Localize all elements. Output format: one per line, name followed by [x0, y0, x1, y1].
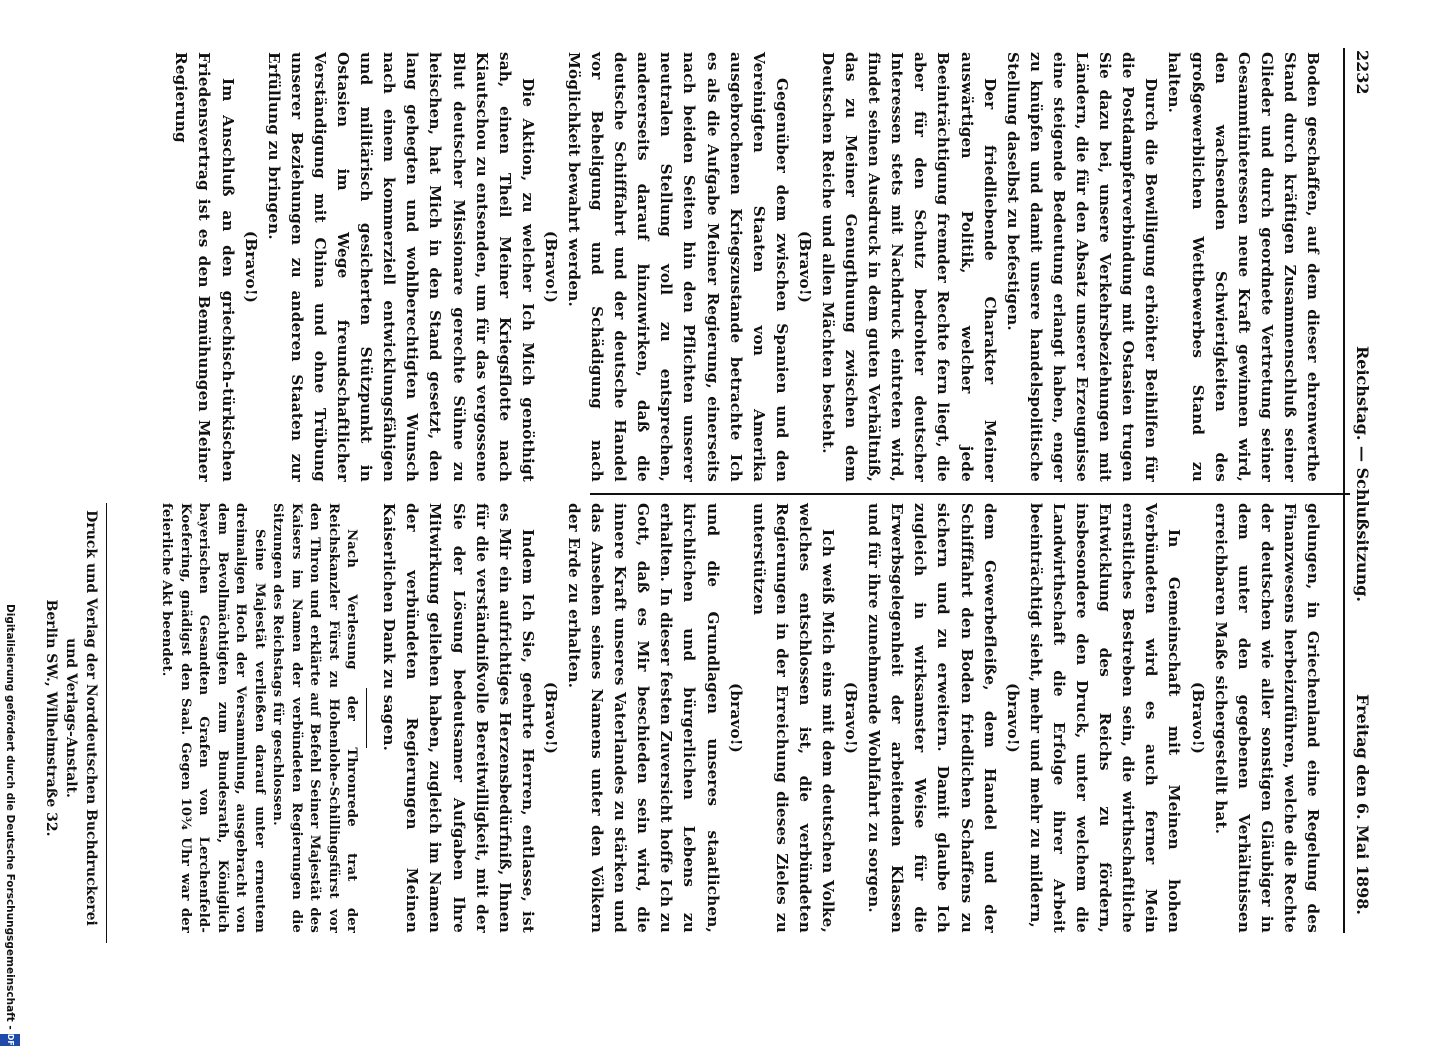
running-header	[1348, 50, 1372, 930]
paragraph: Gegenüber dem zwischen Spanien und den Vereinigten Staaten von Amerika ausgebrochenen Kriegszustande betrachte Ich es als die Aufgabe Meiner Regierung, einerseits nach beiden Seiten hin den Pflichten unserer neutralen Stellung voll zu entsprechen, andererseits darauf hinzuwirken, daß die deutsche Schifffahrt und der deutsche Handel vor Beheligung und Schädigung nach Möglichkeit bewahrt werden.	[565, 52, 791, 482]
applause-note: (bravo!)	[726, 682, 745, 754]
paragraph-continuation: gelungen, in Griechenland eine Regelung des Finanzwesens herbeizuführen, welche die Rechte der deutschen wie aller sonstigen Gläubiger in dem unter den gegebenen Verhältnissen erreichbaren Maße sichergestellt hat.	[1211, 503, 1322, 933]
imprint-line-2: Berlin SW., Wilhelmstraße 32.	[43, 599, 59, 837]
paragraph: Indem Ich Sie, geehrte Herren, entlasse, ist es Mir ein aufrichtiges Herzensbedürfniß, Ihnen für die verständnißvolle Bereitwilligkeit, mit der Sie der Lösung bedeutsamer Aufgaben Ihre Mitwirkung geliehen haben, zugleich im Namen der verbündeten Regierungen Meinen Kaiserlichen Dank zu sagen.	[380, 503, 537, 933]
paragraph-continuation: Boden geschaffen, auf dem dieser ehrenwerthe Stand durch kräftigen Zusammenschluß seiner Glieder und durch geordnete Vertretung seiner Gesammtinteressen neue Kraft gewinnen wird, den wachsenden Schwierigkeiten des großgewerblichen Wettbewerbes Stand zu halten.	[1165, 52, 1322, 482]
applause-note: (bravo!)	[1003, 682, 1022, 754]
closing-notes	[157, 503, 361, 933]
paragraph: Der friedliebende Charakter Meiner auswärtigen Politik, welcher jede Beeinträchtigung fremder Rechte fern liegt, die aber für den Schutz bedrohter deutscher Interessen stets mit Nachdruck eintreten wird, findet seinen Ausdruck in dem guten Verhältniß, das zu Meiner Genugthuung zwischen dem Deutschen Reiche und allen Mächten besteht.	[819, 52, 999, 482]
applause-note: (Bravo!)	[1188, 681, 1207, 755]
paragraph: In Gemeinschaft mit Meinen hohen Verbündeten wird es auch ferner Mein ernstliches Bestreben sein, die wirthschaftliche Entwicklung des Reichs zu fördern, insbesondere den Druck, unter welchem die Landwirthschaft die Erfolge ihrer Arbeit beeinträchtigt sieht, mehr und mehr zu mildern,	[1026, 503, 1184, 933]
applause-note: (Bravo!)	[241, 230, 260, 304]
paragraph: Im Anschluß an den griechisch-türkischen Friedensvertrag ist es den Bemühungen Meiner Regierung	[172, 52, 237, 482]
imprint-line-1: Druck und Verlag der Norddeutschen Buchdruckerei und Verlags-Anstalt.	[63, 510, 99, 926]
digitization-text: Digitalisierung gefördert durch die Deutsche Forschungsgemeinschaft -	[4, 604, 16, 1030]
imprint-rule	[106, 503, 107, 943]
applause-note: (Bravo!)	[541, 230, 560, 304]
page-number: 2232	[1353, 50, 1372, 95]
paragraph: Durch die Bewilligung erhöhter Beihilfen für die Postdampferverbindung mit Ostasien trugen Sie dazu bei, unsere Verkehrsbeziehungen mit Ländern, die für den Absatz unserer Erzeugnisse eine steigende Bedeutung erlangt haben, enger zu knüpfen und damit unsere handelspolitische Stellung daselbst zu befestigen.	[1003, 52, 1161, 482]
imprint	[43, 503, 101, 933]
right-column	[159, 503, 1324, 933]
paragraph-continuation: und die Grundlagen unseres staatlichen, kirchlichen und bürgerlichen Lebens zu erhalten. In dieser festen Zuversicht hoffe Ich zu Gott, daß es Mir beschieden sein wird, die innere Kraft unseres Vaterlandes zu stärken und das Ansehen seines Namens unter den Völkern der Erde zu erhalten.	[565, 503, 722, 933]
column-divider	[590, 493, 1350, 495]
paragraph: Seine Majestät verließen darauf unter erneutem dreimaligen Hoch der Versammlung, ausgebracht von dem Bevollmächtigten zum Bundesrath, Königlich bayerischen Gesandten Grafen von Lerchenfeld-Koefering, gnädigst den Saal. Gegen 10¾ Uhr war der feierliche Akt beendet.	[159, 503, 267, 933]
header-title: Reichstag. — Schlußsitzung.	[1353, 346, 1372, 602]
header-date: Freitag den 6. Mai 1898.	[1353, 694, 1372, 915]
paragraph: Ich weiß Mich eins mit dem deutschen Volke, welches entschlossen ist, die verbündeten Regierungen in der Erreichung dieses Zieles zu unterstützen	[749, 503, 838, 933]
paragraph: Die Aktion, zu welcher Ich Mich genöthigt sah, einen Theil Meiner Kriegsflotte nach Kiautschou zu entsenden, um für das vergossene Blut deutscher Missionare gerechte Sühne zu heischen, hat Mich in den Stand gesetzt, den lang gehegten und wohlberechtigten Wunsch nach einem kommerziell entwicklungsfähigen und militärisch gesicherten Stützpunkt in Ostasien im Wege freundschaftlicher Verständigung mit China und ohne Trübung unserer Beziehungen zu anderen Staaten zur Erfüllung zu bringen.	[264, 52, 537, 482]
paragraph: Nach Verlesung der Thronrede trat der Reichskanzler Fürst zu Hohenlohe-Schillingsfürst vor den Thron und erklärte auf Befehl Seiner Majestät des Kaisers im Namen der verbündeten Regierungen die Sitzungen des Reichstags für geschlossen.	[270, 503, 360, 933]
paragraph-continuation: dem Gewerbefleiße, dem Handel und der Schifffahrt den Boden friedlichen Schaffens zu sichern und zu erweitern. Damit glaube Ich zugleich in wirksamster Weise für die Erwerbsgelegenheit der arbeitenden Klassen und für ihre zunehmende Wohlfahrt zu sorgen.	[865, 503, 999, 933]
digitization-note	[0, 604, 20, 1052]
header-rule	[1343, 48, 1345, 933]
applause-note: (Bravo!)	[842, 681, 861, 755]
applause-note: (Bravo!)	[541, 681, 560, 755]
left-column	[172, 52, 1324, 482]
section-separator	[366, 688, 367, 748]
dfg-logo: DFG	[0, 1034, 20, 1046]
applause-note: (Bravo!)	[795, 230, 814, 304]
